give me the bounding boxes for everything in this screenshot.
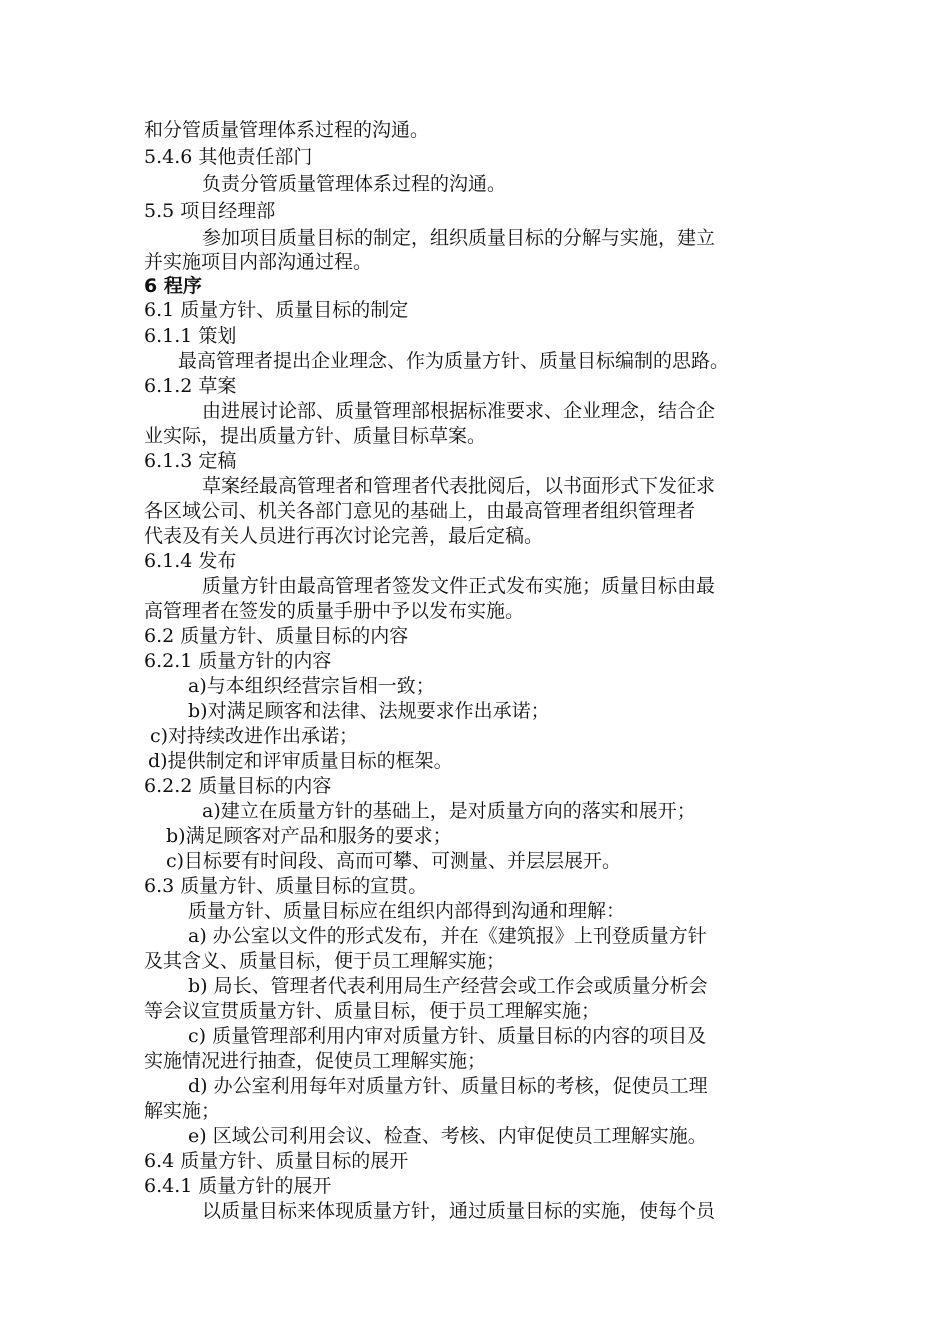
list-item: e) 区域公司利用会议、检查、考核、内审促使员工理解实施。 [188,1125,707,1147]
paragraph-line: 最高管理者提出企业理念、作为质量方针、质量目标编制的思路。 [178,350,730,372]
paragraph-line: 代表及有关人员进行再次讨论完善，最后定稿。 [144,525,544,547]
section-heading: 6.4.1 质量方针的展开 [144,1175,332,1197]
paragraph-line: 质量方针由最高管理者签发文件正式发布实施；质量目标由最 [202,575,716,597]
paragraph-line: 以质量目标来体现质量方针，通过质量目标的实施，使每个员 [202,1200,716,1222]
paragraph-line: 草案经最高管理者和管理者代表批阅后，以书面形式下发征求 [202,475,716,497]
section-heading: 6.2 质量方针、质量目标的内容 [144,625,409,647]
section-heading: 6.1.4 发布 [144,550,237,572]
paragraph-line: 负责分管质量管理体系过程的沟通。 [202,173,507,195]
list-item: b)满足顾客对产品和服务的要求； [166,825,452,847]
paragraph-line: 由进展讨论部、质量管理部根据标准要求、企业理念，结合企 [202,400,716,422]
paragraph-line: 及其含义、质量目标，便于员工理解实施； [144,950,506,972]
section-heading: 5.4.6 其他责任部门 [144,146,313,168]
chapter-heading: 6 程序 [144,275,202,297]
section-heading: 6.1.1 策划 [144,325,237,347]
section-heading: 6.2.2 质量目标的内容 [144,775,332,797]
section-heading: 6.1.2 草案 [144,375,237,397]
list-item: a)建立在质量方针的基础上，是对质量方向的落实和展开； [202,800,696,822]
paragraph-line: 各区域公司、机关各部门意见的基础上，由最高管理者组织管理者 [144,500,696,522]
paragraph-line: 解实施； [144,1100,221,1122]
section-heading: 6.1 质量方针、质量目标的制定 [144,299,409,321]
list-item: c) 质量管理部利用内审对质量方针、质量目标的内容的项目及 [188,1025,707,1047]
paragraph-line: 业实际，提出质量方针、质量目标草案。 [144,425,487,447]
paragraph-line: 并实施项目内部沟通过程。 [144,251,373,273]
list-item: a) 办公室以文件的形式发布，并在《建筑报》上刊登质量方针 [188,925,707,947]
section-heading: 6.2.1 质量方针的内容 [144,650,332,672]
paragraph-line: 质量方针、质量目标应在组织内部得到沟通和理解： [188,900,626,922]
section-heading: 6.1.3 定稿 [144,450,237,472]
section-heading: 6.3 质量方针、质量目标的宣贯。 [144,875,428,897]
section-heading: 5.5 项目经理部 [144,200,276,222]
section-heading: 6.4 质量方针、质量目标的展开 [144,1150,409,1172]
list-item: a)与本组织经营宗旨相一致； [188,675,435,697]
list-item: d)提供制定和评审质量目标的框架。 [148,750,453,772]
paragraph-line: 等会议宣贯质量方针、质量目标，便于员工理解实施； [144,1000,601,1022]
list-item: c)目标要有时间段、高而可攀、可测量、并层层展开。 [166,850,622,872]
paragraph-line: 高管理者在签发的质量手册中予以发布实施。 [144,600,525,622]
list-item: c)对持续改进作出承诺； [150,725,359,747]
paragraph-line: 实施情况进行抽查，促使员工理解实施； [144,1050,487,1072]
paragraph-line: 和分管质量管理体系过程的沟通。 [144,119,430,141]
list-item: b)对满足顾客和法律、法规要求作出承诺； [188,700,550,722]
list-item: b) 局长、管理者代表利用局生产经营会或工作会或质量分析会 [188,975,708,997]
list-item: d) 办公室利用每年对质量方针、质量目标的考核，促使员工理 [188,1075,708,1097]
paragraph-line: 参加项目质量目标的制定，组织质量目标的分解与实施，建立 [202,227,716,249]
